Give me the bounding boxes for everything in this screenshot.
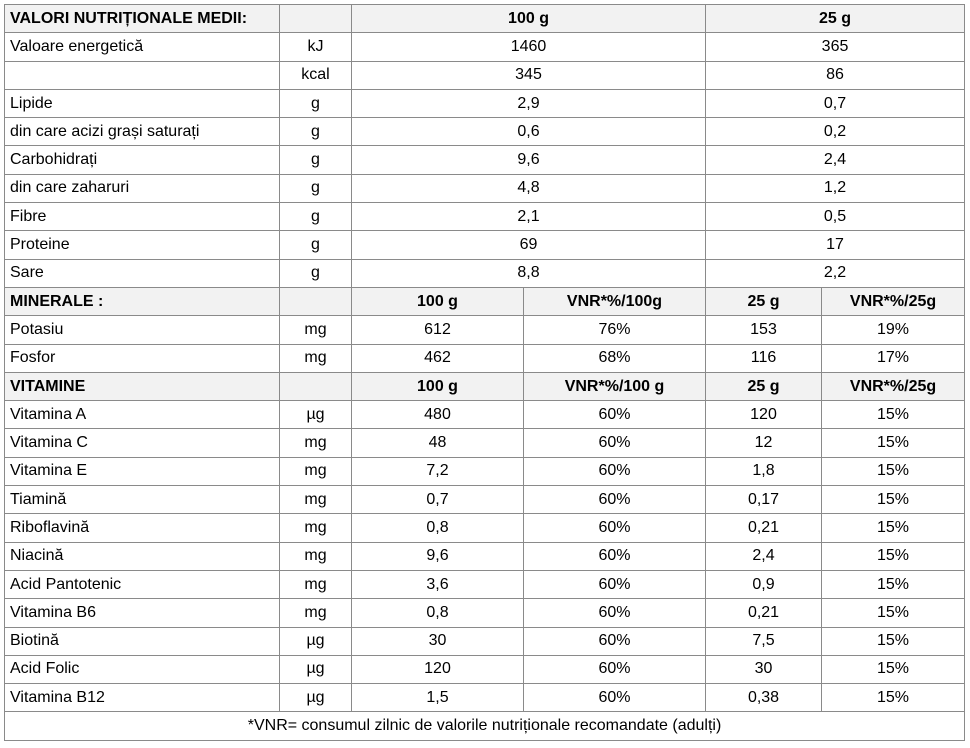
value-25g: 0,38 xyxy=(706,684,822,712)
vnr-100g: 76% xyxy=(524,316,706,344)
value-100g: 1,5 xyxy=(352,684,524,712)
vnr-100g: 60% xyxy=(524,429,706,457)
vitamin-name: Niacină xyxy=(5,542,280,570)
vitamin-unit: mg xyxy=(280,570,352,598)
vnr-100g: 68% xyxy=(524,344,706,372)
value-25g: 0,2 xyxy=(706,118,965,146)
vitamin-row xyxy=(5,542,965,570)
vnr-100g: 60% xyxy=(524,599,706,627)
vitamin-name: Tiamină xyxy=(5,486,280,514)
mineral-name: Fosfor xyxy=(5,344,280,372)
mineral-section-title: MINERALE : xyxy=(5,287,280,315)
col-vnr-100g-header: VNR*%/100g xyxy=(524,287,706,315)
value-25g: 1,8 xyxy=(706,457,822,485)
nutrition-title: VALORI NUTRIȚIONALE MEDII: xyxy=(5,5,280,33)
value-100g: 69 xyxy=(352,231,706,259)
vitamin-row xyxy=(5,599,965,627)
nutrition-row xyxy=(5,203,965,231)
vitamin-name: Vitamina E xyxy=(5,457,280,485)
vnr-25g: 15% xyxy=(822,457,965,485)
mineral-unit: mg xyxy=(280,316,352,344)
nutrition-header-row xyxy=(5,5,965,33)
vnr-25g: 15% xyxy=(822,542,965,570)
vitamin-row xyxy=(5,457,965,485)
unit-header-cell xyxy=(280,287,352,315)
value-25g: 2,4 xyxy=(706,542,822,570)
vnr-25g: 15% xyxy=(822,486,965,514)
vitamin-unit: µg xyxy=(280,655,352,683)
col-vnr-100g-header: VNR*%/100 g xyxy=(524,372,706,400)
value-25g: 0,5 xyxy=(706,203,965,231)
value-100g: 3,6 xyxy=(352,570,524,598)
nutrient-unit: g xyxy=(280,231,352,259)
vitamin-unit: µg xyxy=(280,401,352,429)
vnr-100g: 60% xyxy=(524,684,706,712)
nutrient-name: Valoare energetică xyxy=(5,33,280,61)
vitamin-unit: mg xyxy=(280,542,352,570)
value-25g: 2,4 xyxy=(706,146,965,174)
value-25g: 30 xyxy=(706,655,822,683)
value-100g: 120 xyxy=(352,655,524,683)
value-25g: 2,2 xyxy=(706,259,965,287)
mineral-name: Potasiu xyxy=(5,316,280,344)
value-25g: 120 xyxy=(706,401,822,429)
vitamin-unit: mg xyxy=(280,429,352,457)
vnr-25g: 15% xyxy=(822,570,965,598)
value-100g: 0,7 xyxy=(352,486,524,514)
col-25g-header: 25 g xyxy=(706,372,822,400)
value-25g: 365 xyxy=(706,33,965,61)
value-100g: 2,9 xyxy=(352,89,706,117)
vitamin-row xyxy=(5,655,965,683)
value-100g: 480 xyxy=(352,401,524,429)
value-25g: 153 xyxy=(706,316,822,344)
vnr-100g: 60% xyxy=(524,514,706,542)
nutrient-name: din care acizi grași saturați xyxy=(5,118,280,146)
value-100g: 9,6 xyxy=(352,146,706,174)
mineral-header-row xyxy=(5,287,965,315)
nutrition-row xyxy=(5,174,965,202)
nutrient-unit: g xyxy=(280,174,352,202)
vitamin-unit: mg xyxy=(280,514,352,542)
vnr-100g: 60% xyxy=(524,457,706,485)
vitamin-row xyxy=(5,684,965,712)
value-25g: 12 xyxy=(706,429,822,457)
footnote: *VNR= consumul zilnic de valorile nutriționale recomandate (adulți) xyxy=(5,712,965,740)
vnr-25g: 15% xyxy=(822,655,965,683)
col-100g-header: 100 g xyxy=(352,287,524,315)
nutrient-name: Fibre xyxy=(5,203,280,231)
value-25g: 86 xyxy=(706,61,965,89)
vitamin-name: Biotină xyxy=(5,627,280,655)
value-100g: 345 xyxy=(352,61,706,89)
mineral-row xyxy=(5,316,965,344)
vitamin-section-title: VITAMINE xyxy=(5,372,280,400)
nutrient-name: din care zaharuri xyxy=(5,174,280,202)
mineral-row xyxy=(5,344,965,372)
nutrient-name: Carbohidrați xyxy=(5,146,280,174)
unit-header-cell xyxy=(280,5,352,33)
value-25g: 7,5 xyxy=(706,627,822,655)
mineral-unit: mg xyxy=(280,344,352,372)
vitamin-name: Acid Folic xyxy=(5,655,280,683)
value-100g: 462 xyxy=(352,344,524,372)
vnr-100g: 60% xyxy=(524,570,706,598)
value-100g: 7,2 xyxy=(352,457,524,485)
nutrient-unit: g xyxy=(280,259,352,287)
vnr-25g: 15% xyxy=(822,429,965,457)
vitamin-row xyxy=(5,514,965,542)
nutrition-row xyxy=(5,146,965,174)
value-25g: 17 xyxy=(706,231,965,259)
value-100g: 0,8 xyxy=(352,514,524,542)
col-25g-header: 25 g xyxy=(706,287,822,315)
vnr-25g: 15% xyxy=(822,401,965,429)
value-25g: 0,7 xyxy=(706,89,965,117)
vnr-25g: 15% xyxy=(822,627,965,655)
value-25g: 0,17 xyxy=(706,486,822,514)
value-100g: 0,8 xyxy=(352,599,524,627)
nutrition-row xyxy=(5,61,965,89)
nutrition-row xyxy=(5,33,965,61)
vnr-100g: 60% xyxy=(524,401,706,429)
vitamin-name: Vitamina B6 xyxy=(5,599,280,627)
value-100g: 9,6 xyxy=(352,542,524,570)
value-100g: 4,8 xyxy=(352,174,706,202)
vitamin-header-row xyxy=(5,372,965,400)
vitamin-unit: µg xyxy=(280,684,352,712)
vitamin-row xyxy=(5,570,965,598)
value-100g: 8,8 xyxy=(352,259,706,287)
value-25g: 0,21 xyxy=(706,514,822,542)
footnote-row xyxy=(5,712,965,740)
value-100g: 2,1 xyxy=(352,203,706,231)
value-100g: 0,6 xyxy=(352,118,706,146)
value-25g: 0,21 xyxy=(706,599,822,627)
vitamin-name: Vitamina B12 xyxy=(5,684,280,712)
value-100g: 48 xyxy=(352,429,524,457)
nutrient-unit: g xyxy=(280,203,352,231)
vitamin-name: Riboflavină xyxy=(5,514,280,542)
vnr-100g: 60% xyxy=(524,486,706,514)
vitamin-unit: µg xyxy=(280,627,352,655)
col-100g-header: 100 g xyxy=(352,372,524,400)
nutrient-name: Proteine xyxy=(5,231,280,259)
vnr-25g: 15% xyxy=(822,599,965,627)
vnr-100g: 60% xyxy=(524,655,706,683)
value-100g: 1460 xyxy=(352,33,706,61)
nutrition-table xyxy=(4,4,965,741)
nutrient-name xyxy=(5,61,280,89)
nutrition-row xyxy=(5,259,965,287)
col-vnr-25g-header: VNR*%/25g xyxy=(822,287,965,315)
value-100g: 612 xyxy=(352,316,524,344)
vitamin-name: Vitamina A xyxy=(5,401,280,429)
vitamin-unit: mg xyxy=(280,457,352,485)
vnr-100g: 60% xyxy=(524,627,706,655)
vnr-25g: 15% xyxy=(822,684,965,712)
nutrient-unit: kcal xyxy=(280,61,352,89)
nutrient-name: Sare xyxy=(5,259,280,287)
nutrient-unit: kJ xyxy=(280,33,352,61)
nutrient-unit: g xyxy=(280,89,352,117)
nutrition-table-body xyxy=(5,5,965,741)
unit-header-cell xyxy=(280,372,352,400)
col-100g-header: 100 g xyxy=(352,5,706,33)
vitamin-name: Vitamina C xyxy=(5,429,280,457)
value-100g: 30 xyxy=(352,627,524,655)
value-25g: 1,2 xyxy=(706,174,965,202)
vnr-25g: 15% xyxy=(822,514,965,542)
vitamin-unit: mg xyxy=(280,599,352,627)
value-25g: 0,9 xyxy=(706,570,822,598)
vitamin-row xyxy=(5,486,965,514)
vitamin-row xyxy=(5,429,965,457)
col-vnr-25g-header: VNR*%/25g xyxy=(822,372,965,400)
col-25g-header: 25 g xyxy=(706,5,965,33)
nutrient-unit: g xyxy=(280,118,352,146)
nutrition-row xyxy=(5,231,965,259)
value-25g: 116 xyxy=(706,344,822,372)
nutrient-unit: g xyxy=(280,146,352,174)
vnr-25g: 17% xyxy=(822,344,965,372)
nutrition-row xyxy=(5,118,965,146)
vnr-100g: 60% xyxy=(524,542,706,570)
vitamin-row xyxy=(5,627,965,655)
vitamin-unit: mg xyxy=(280,486,352,514)
vitamin-row xyxy=(5,401,965,429)
vnr-25g: 19% xyxy=(822,316,965,344)
nutrition-row xyxy=(5,89,965,117)
vitamin-name: Acid Pantotenic xyxy=(5,570,280,598)
nutrient-name: Lipide xyxy=(5,89,280,117)
